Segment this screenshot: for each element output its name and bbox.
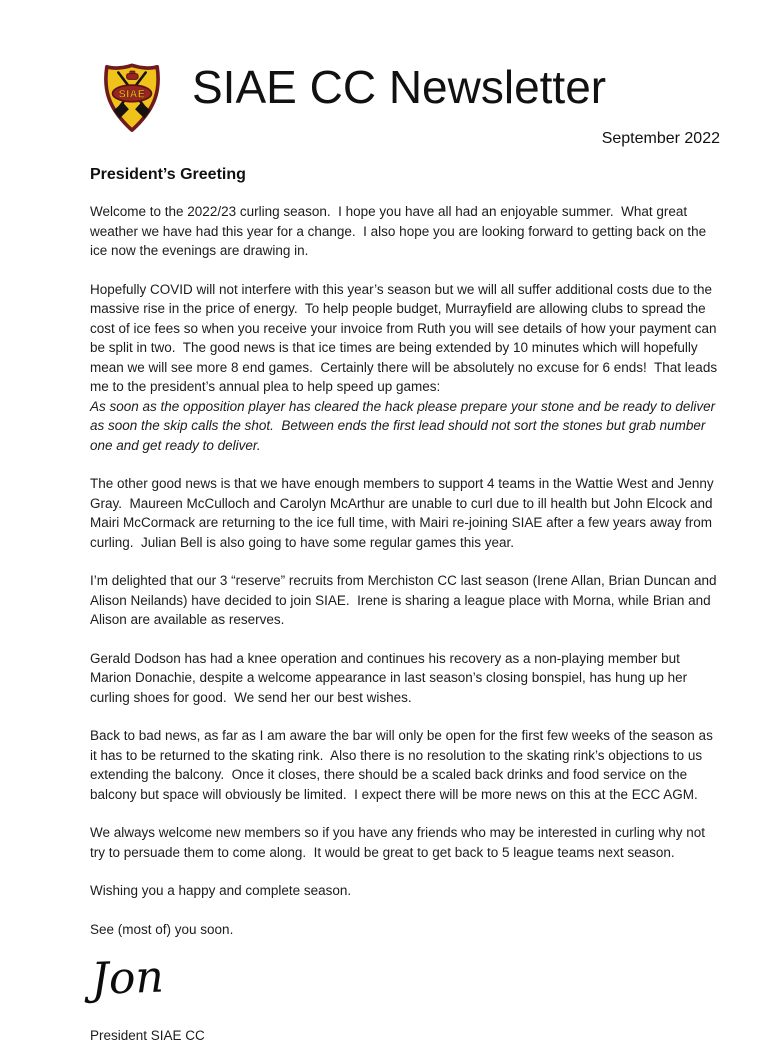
president-signature: Jon (90, 951, 165, 1005)
paragraph-covid-costs: Hopefully COVID will not interfere with this year’s season but we will all suffer additional costs due to the massive rise in the price of energy. To help people budget, Murrayfield are allowing clubs to spread the cost of ice fees so when you receive your invoice from Ruth you will see details of how your payment can be split in two. The good news is that ice times are being extended by 10 minutes which will hopefully mean we will see more 8 end games. Certainly there will be absolutely no excuse for 6 ends! That leads me to the president’s annual plea to help speed up games: (90, 281, 721, 394)
paragraph-members-health: Gerald Dodson has had a knee operation and continues his recovery as a non-playing member but Marion Donachie, despite a welcome appearance in last season’s closing bonspiel, has hung up her curling shoes for good. We send her our best wishes. (90, 650, 691, 705)
paragraph-teams: The other good news is that we have enough members to support 4 teams in the Wattie West and Jenny Gray. Maureen McCulloch and Carolyn McArthur are unable to curl due to ill health but John Elcock and Mairi McCormack are returning to the ice full time, with Mairi re-joining SIAE after a few years away from curling. Julian Bell is also going to have some regular games this year. (90, 476, 718, 550)
issue-date: September 2022 (601, 130, 720, 147)
masthead (96, 58, 720, 136)
crest-text: SIAE (118, 88, 146, 101)
paragraph-speed-up-plea: As soon as the opposition player has cleared the hack please prepare your stone and be ready to deliver as soon the skip calls the shot. Between ends the first lead should not sort the stones but grab number one and get ready to deliver. (90, 398, 719, 453)
paragraph-new-members: We always welcome new members so if you have any friends who may be interested in curling why not try to persuade them to come along. It would be great to get back to 5 league teams next season. (90, 825, 709, 860)
section-heading: President’s Greeting (90, 166, 246, 183)
paragraph-see-you: See (most of) you soon. (90, 921, 234, 937)
paragraph-reserves: I’m delighted that our 3 “reserve” recruits from Merchiston CC last season (Irene Allan, Brian Duncan and Alison Neilands) have decided to join SIAE. Irene is sharing a league place with Morna, while Brian and Alison are available as reserves. (90, 573, 720, 627)
paragraph-welcome: Welcome to the 2022/23 curling season. I hope you have all had an enjoyable summer. What great weather we have had this year for a change. I also hope you are looking forward to getting back on the ice now the evenings are drawing in. (90, 204, 710, 258)
paragraph-wishes: Wishing you a happy and complete season. (90, 883, 352, 898)
signoff-title: President SIAE CC (90, 1028, 205, 1043)
paragraph-bar-news: Back to bad news, as far as I am aware the bar will only be open for the first few weeks of the season as it has to be returned to the skating rink. Also there is no resolution to the skating rink’s objections to us extending the balcony. Once it closes, there should be a scaled back drinks and food service on the balcony but space will obviously be limited. I expect there will be more news on this at the ECC AGM. (90, 728, 717, 802)
newsletter-page (0, 58, 774, 1059)
club-crest-logo (96, 58, 168, 136)
page-title: SIAE CC Newsletter (192, 61, 607, 113)
letter-body (90, 166, 720, 1043)
